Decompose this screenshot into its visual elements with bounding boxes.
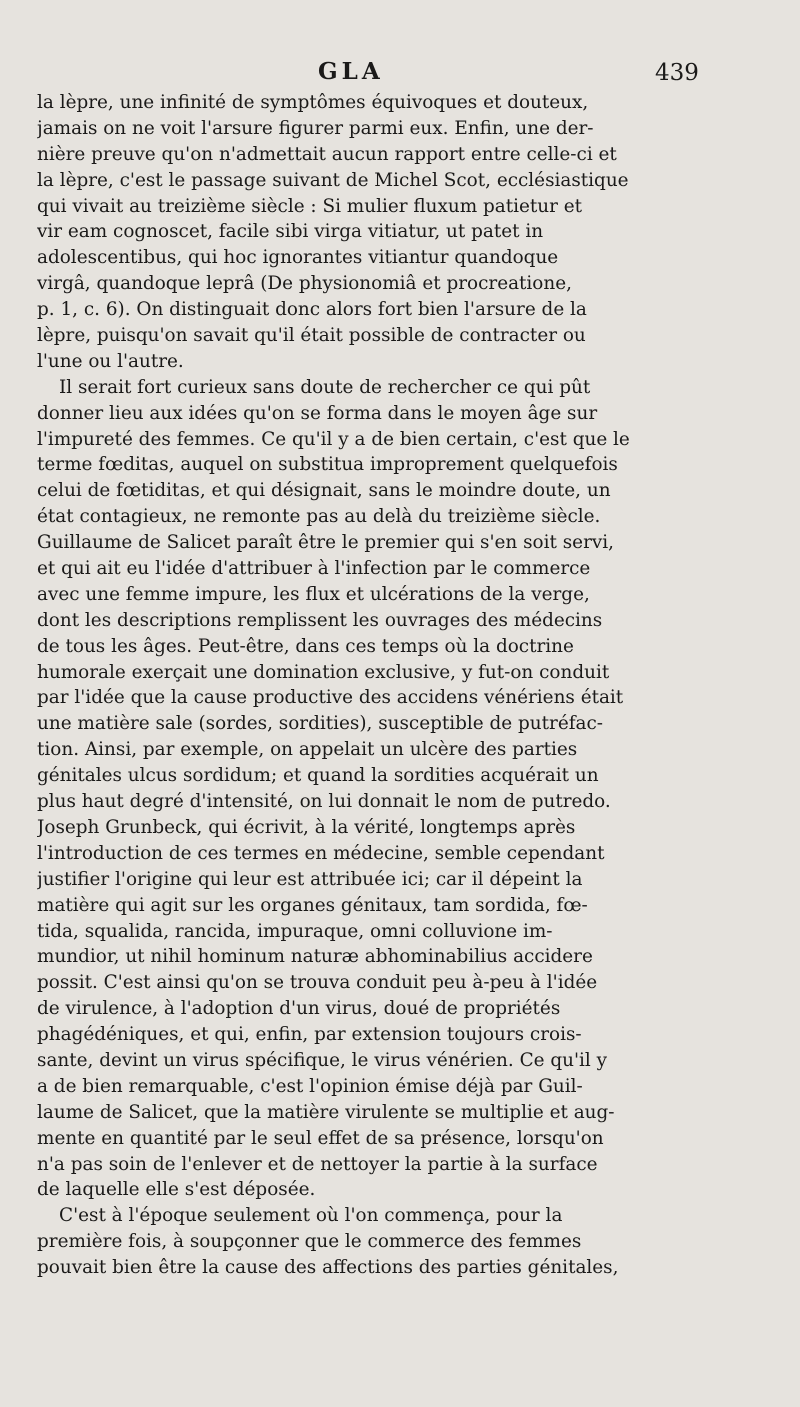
text-line: mente en quantité par le seul effet de sa présence, lorsqu'on (37, 1127, 604, 1149)
page-number: 439 (655, 60, 699, 86)
text-line: l'introduction de ces termes en médecine, semble cependant (37, 842, 605, 864)
text-line: adolescentibus, qui hoc ignorantes vitiantur quandoque (37, 247, 559, 269)
text-line: Il serait fort curieux sans doute de rechercher ce qui pût (59, 376, 591, 398)
text-line: vir eam cognoscet, facile sibi virga vitiatur, ut patet in (37, 221, 544, 243)
text-line: génitales ulcus sordidum; et quand la sordities acquérait un (37, 765, 599, 787)
text-line: la lèpre, c'est le passage suivant de Michel Scot, ecclésiastique (37, 169, 629, 191)
text-line: a de bien remarquable, c'est l'opinion émise déjà par Guil- (37, 1075, 583, 1097)
text-line: celui de fœtiditas, et qui désignait, sans le moindre doute, un (37, 480, 611, 502)
text-line: une matière sale (sordes, sordities), susceptible de putréfac- (37, 713, 603, 735)
page-header (0, 56, 800, 90)
text-line: l'une ou l'autre. (37, 350, 184, 372)
text-line: Joseph Grunbeck, qui écrivit, à la vérité, longtemps après (37, 816, 576, 838)
text-line: plus haut degré d'intensité, on lui donnait le nom de putredo. (37, 791, 611, 813)
text-line: première fois, à soupçonner que le commerce des femmes (37, 1231, 582, 1253)
text-line: C'est à l'époque seulement où l'on commença, pour la (59, 1205, 563, 1227)
text-line: justifier l'origine qui leur est attribuée ici; car il dépeint la (37, 868, 583, 890)
text-line: état contagieux, ne remonte pas au delà du treizième siècle. (37, 506, 601, 528)
text-line: p. 1, c. 6). On distinguait donc alors fort bien l'arsure de la (37, 299, 587, 321)
text-line: dont les descriptions remplissent les ouvrages des médecins (37, 609, 603, 631)
text-line: avec une femme impure, les flux et ulcérations de la verge, (37, 583, 590, 605)
text-line: matière qui agit sur les organes génitaux, tam sordida, fœ- (37, 894, 588, 916)
text-line: lèpre, puisqu'on savait qu'il était possible de contracter ou (37, 325, 586, 347)
text-line: laume de Salicet, que la matière virulente se multiplie et aug- (37, 1101, 615, 1123)
text-line: l'impureté des femmes. Ce qu'il y a de bien certain, c'est que le (37, 428, 630, 450)
text-line: humorale exerçait une domination exclusive, y fut-on conduit (37, 661, 610, 683)
text-line: de virulence, à l'adoption d'un virus, doué de propriétés (37, 998, 561, 1020)
text-line: de laquelle elle s'est déposée. (37, 1179, 316, 1201)
body-text (37, 90, 700, 1281)
text-line: nière preuve qu'on n'admettait aucun rapport entre celle-ci et (37, 143, 617, 165)
text-line: n'a pas soin de l'enlever et de nettoyer la partie à la surface (37, 1153, 598, 1175)
text-line: Guillaume de Salicet paraît être le premier qui s'en soit servi, (37, 532, 614, 554)
text-line: par l'idée que la cause productive des accidens vénériens était (37, 687, 624, 709)
text-line: possit. C'est ainsi qu'on se trouva conduit peu à-peu à l'idée (37, 972, 598, 994)
text-line: virgâ, quandoque leprâ (De physionomiâ et procreatione, (37, 273, 572, 295)
text-line: terme fœditas, auquel on substitua improprement quelquefois (37, 454, 618, 476)
text-line: tion. Ainsi, par exemple, on appelait un ulcère des parties (37, 739, 578, 761)
text-line: mundior, ut nihil hominum naturæ abhominabilius accidere (37, 946, 593, 968)
text-line: phagédéniques, et qui, enfin, par extension toujours crois- (37, 1024, 582, 1046)
text-line: qui vivait au treizième siècle : Si mulier fluxum patietur et (37, 195, 583, 217)
text-line: et qui ait eu l'idée d'attribuer à l'infection par le commerce (37, 558, 591, 580)
text-line: tida, squalida, rancida, impuraque, omni colluvione im- (37, 920, 553, 942)
text-line: pouvait bien être la cause des affections des parties génitales, (37, 1257, 619, 1279)
text-line: la lèpre, une infinité de symptômes équivoques et douteux, (37, 92, 589, 113)
text-line: donner lieu aux idées qu'on se forma dans le moyen âge sur (37, 402, 598, 424)
running-head: GLA (318, 58, 384, 85)
text-line: jamais on ne voit l'arsure figurer parmi eux. Enfin, une der- (37, 117, 594, 139)
text-line: sante, devint un virus spécifique, le virus vénérien. Ce qu'il y (37, 1049, 608, 1071)
text-line: de tous les âges. Peut-être, dans ces temps où la doctrine (37, 635, 574, 657)
